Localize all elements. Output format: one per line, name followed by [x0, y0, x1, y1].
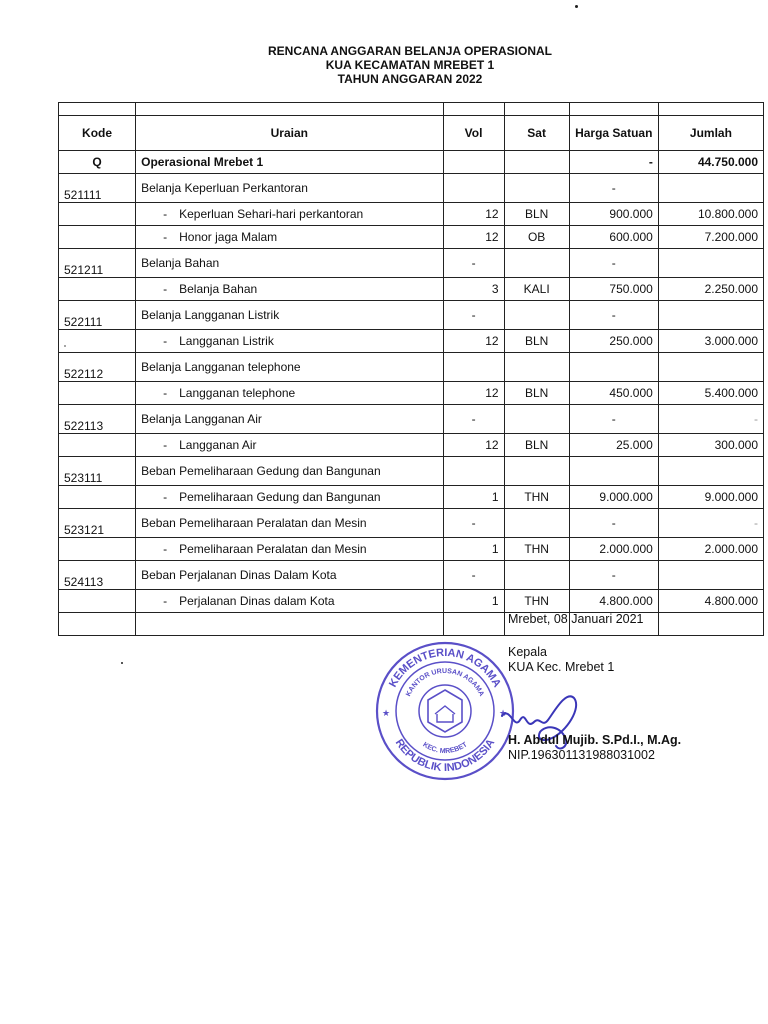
row-kode: 523111	[59, 457, 136, 486]
title-line-3: TAHUN ANGGARAN 2022	[337, 72, 483, 86]
row-kode: 523121	[59, 509, 136, 538]
row-harga: -	[569, 174, 658, 203]
row-sat: BLN	[504, 382, 569, 405]
row-uraian: Keperluan Sehari-hari perkantoran	[179, 207, 364, 221]
item-dash: -	[163, 207, 168, 221]
svg-text:KEC. MREBET	[421, 741, 469, 755]
scan-speck	[575, 5, 578, 8]
scan-speck	[121, 662, 123, 664]
row-vol: 1	[443, 486, 504, 509]
signer-office: KUA Kec. Mrebet 1	[508, 660, 615, 674]
row-jumlah: 3.000.000	[658, 330, 763, 353]
row-vol: 12	[443, 226, 504, 249]
row-harga: 600.000	[569, 226, 658, 249]
row-sat: THN	[504, 590, 569, 613]
budget-item-row	[59, 382, 764, 405]
stamp-star-icon: ★	[382, 708, 391, 718]
budget-table	[58, 102, 764, 636]
col-kode-header: Kode	[59, 116, 136, 151]
col-harga-header: Harga Satuan	[569, 116, 658, 151]
col-sat-header: Sat	[504, 116, 569, 151]
row-vol	[443, 174, 504, 203]
row-harga: 25.000	[569, 434, 658, 457]
row-vol: 3	[443, 278, 504, 301]
row-vol: -	[443, 301, 504, 330]
row-vol: 1	[443, 538, 504, 561]
row-sat: BLN	[504, 330, 569, 353]
budget-item-row	[59, 226, 764, 249]
row-sat	[504, 509, 569, 538]
row-harga: 450.000	[569, 382, 658, 405]
budget-group-row	[59, 174, 764, 203]
row-harga: 250.000	[569, 330, 658, 353]
row-harga: -	[569, 561, 658, 590]
row-vol: -	[443, 561, 504, 590]
row-sat: BLN	[504, 203, 569, 226]
stamp-inner-top-text: KANTOR URUSAN AGAMA	[405, 667, 485, 698]
item-dash: -	[163, 386, 168, 400]
row-harga: 9.000.000	[569, 486, 658, 509]
row-sat	[504, 174, 569, 203]
signature-block	[508, 612, 681, 763]
item-dash: -	[163, 438, 168, 452]
row-jumlah: -	[658, 405, 763, 434]
col-vol-header: Vol	[443, 116, 504, 151]
row-jumlah: 5.400.000	[658, 382, 763, 405]
row-harga: -	[569, 405, 658, 434]
budget-item-row	[59, 538, 764, 561]
title-line-1: RENCANA ANGGARAN BELANJA OPERASIONAL	[267, 44, 552, 58]
row-sat	[504, 249, 569, 278]
row-jumlah	[658, 457, 763, 486]
budget-group-row	[59, 249, 764, 278]
row-sat: BLN	[504, 434, 569, 457]
row-vol: -	[443, 405, 504, 434]
row-harga: 4.800.000	[569, 590, 658, 613]
row-jumlah: 10.800.000	[658, 203, 763, 226]
signer-name: H. Abdul Mujib. S.Pd.I., M.Ag.	[508, 733, 682, 747]
row-uraian: Belanja Bahan	[136, 249, 443, 278]
row-kode: 522111	[59, 301, 136, 330]
budget-group-row	[59, 561, 764, 590]
budget-item-row	[59, 590, 764, 613]
stamp-top-text: KEMENTERIAN AGAMA	[387, 646, 503, 690]
row-kode: 521211	[59, 249, 136, 278]
budget-item-row	[59, 203, 764, 226]
row-vol: 12	[443, 434, 504, 457]
place-date: Mrebet, 08 Januari 2021	[508, 612, 644, 626]
col-jumlah-header: Jumlah	[658, 116, 763, 151]
row-uraian: Langganan telephone	[179, 386, 296, 400]
row-kode: 522113	[59, 405, 136, 434]
item-dash: -	[163, 594, 168, 608]
stamp-star-icon: ★	[499, 708, 508, 718]
row-sat	[504, 405, 569, 434]
budget-group-row	[59, 509, 764, 538]
row-uraian: Pemeliharaan Peralatan dan Mesin	[179, 542, 367, 556]
row-sat: THN	[504, 486, 569, 509]
row-jumlah: 4.800.000	[658, 590, 763, 613]
document-title	[0, 44, 768, 86]
summary-kode: Q	[59, 151, 136, 174]
row-harga	[569, 457, 658, 486]
item-dash: -	[163, 542, 168, 556]
budget-group-row	[59, 301, 764, 330]
row-jumlah: 300.000	[658, 434, 763, 457]
row-uraian: Langganan Air	[179, 438, 257, 452]
table-blank-row	[59, 103, 764, 116]
row-harga	[569, 353, 658, 382]
row-uraian: Beban Pemeliharaan Peralatan dan Mesin	[136, 509, 443, 538]
row-kode: 521111	[59, 174, 136, 203]
row-vol: 1	[443, 590, 504, 613]
row-jumlah	[658, 301, 763, 330]
signer-nip: NIP.196301131988031002	[508, 748, 655, 762]
svg-text:KANTOR URUSAN AGAMA	[405, 668, 485, 698]
row-vol: 12	[443, 330, 504, 353]
row-vol: 12	[443, 382, 504, 405]
col-uraian-header: Uraian	[136, 116, 443, 151]
row-uraian: Beban Pemeliharaan Gedung dan Bangunan	[136, 457, 443, 486]
row-jumlah: 2.000.000	[658, 538, 763, 561]
row-sat	[504, 561, 569, 590]
row-uraian: Belanja Keperluan Perkantoran	[136, 174, 443, 203]
row-sat: KALI	[504, 278, 569, 301]
row-sat	[504, 457, 569, 486]
row-kode: 524113	[59, 561, 136, 590]
row-harga: -	[569, 509, 658, 538]
stamp-inner-bottom-text: KEC. MREBET	[421, 741, 469, 756]
row-vol	[443, 353, 504, 382]
stamp-bottom-text: REPUBLIK INDONESIA	[392, 737, 498, 775]
row-sat: OB	[504, 226, 569, 249]
row-sat	[504, 353, 569, 382]
signer-position: Kepala	[508, 645, 547, 659]
official-stamp	[374, 640, 516, 782]
summary-jumlah: 44.750.000	[658, 151, 763, 174]
item-dash: -	[163, 282, 168, 296]
budget-item-row	[59, 434, 764, 457]
row-harga: 750.000	[569, 278, 658, 301]
item-dash: -	[163, 490, 168, 504]
summary-uraian: Operasional Mrebet 1	[136, 151, 443, 174]
budget-group-row	[59, 353, 764, 382]
budget-item-row	[59, 278, 764, 301]
row-uraian: Pemeliharaan Gedung dan Bangunan	[179, 490, 381, 504]
row-jumlah	[658, 174, 763, 203]
row-harga: 900.000	[569, 203, 658, 226]
row-jumlah: 2.250.000	[658, 278, 763, 301]
row-harga: -	[569, 301, 658, 330]
row-uraian: Beban Perjalanan Dinas Dalam Kota	[136, 561, 443, 590]
row-jumlah	[658, 249, 763, 278]
title-line-2: KUA KECAMATAN MREBET 1	[325, 58, 495, 72]
row-jumlah: 9.000.000	[658, 486, 763, 509]
row-jumlah: -	[658, 509, 763, 538]
row-sat	[504, 301, 569, 330]
row-kode: 522112	[59, 353, 136, 382]
budget-item-row	[59, 330, 764, 353]
row-uraian: Belanja Langganan Air	[136, 405, 443, 434]
budget-item-row	[59, 486, 764, 509]
row-uraian: Belanja Langganan Listrik	[136, 301, 443, 330]
row-harga: 2.000.000	[569, 538, 658, 561]
row-vol: -	[443, 249, 504, 278]
row-vol	[443, 457, 504, 486]
item-dash: -	[163, 230, 168, 244]
row-jumlah	[658, 353, 763, 382]
table-header-row	[59, 116, 764, 151]
summary-row	[59, 151, 764, 174]
row-harga: -	[569, 249, 658, 278]
row-vol: 12	[443, 203, 504, 226]
row-vol: -	[443, 509, 504, 538]
row-uraian: Perjalanan Dinas dalam Kota	[179, 594, 335, 608]
row-uraian: Langganan Listrik	[179, 334, 274, 348]
row-jumlah	[658, 561, 763, 590]
budget-group-row	[59, 405, 764, 434]
item-dash: -	[163, 334, 168, 348]
summary-harga: -	[569, 151, 658, 174]
row-uraian: Belanja Langganan telephone	[136, 353, 443, 382]
budget-group-row	[59, 457, 764, 486]
row-uraian: Belanja Bahan	[179, 282, 258, 296]
row-uraian: Honor jaga Malam	[179, 230, 278, 244]
row-sat: THN	[504, 538, 569, 561]
row-jumlah: 7.200.000	[658, 226, 763, 249]
